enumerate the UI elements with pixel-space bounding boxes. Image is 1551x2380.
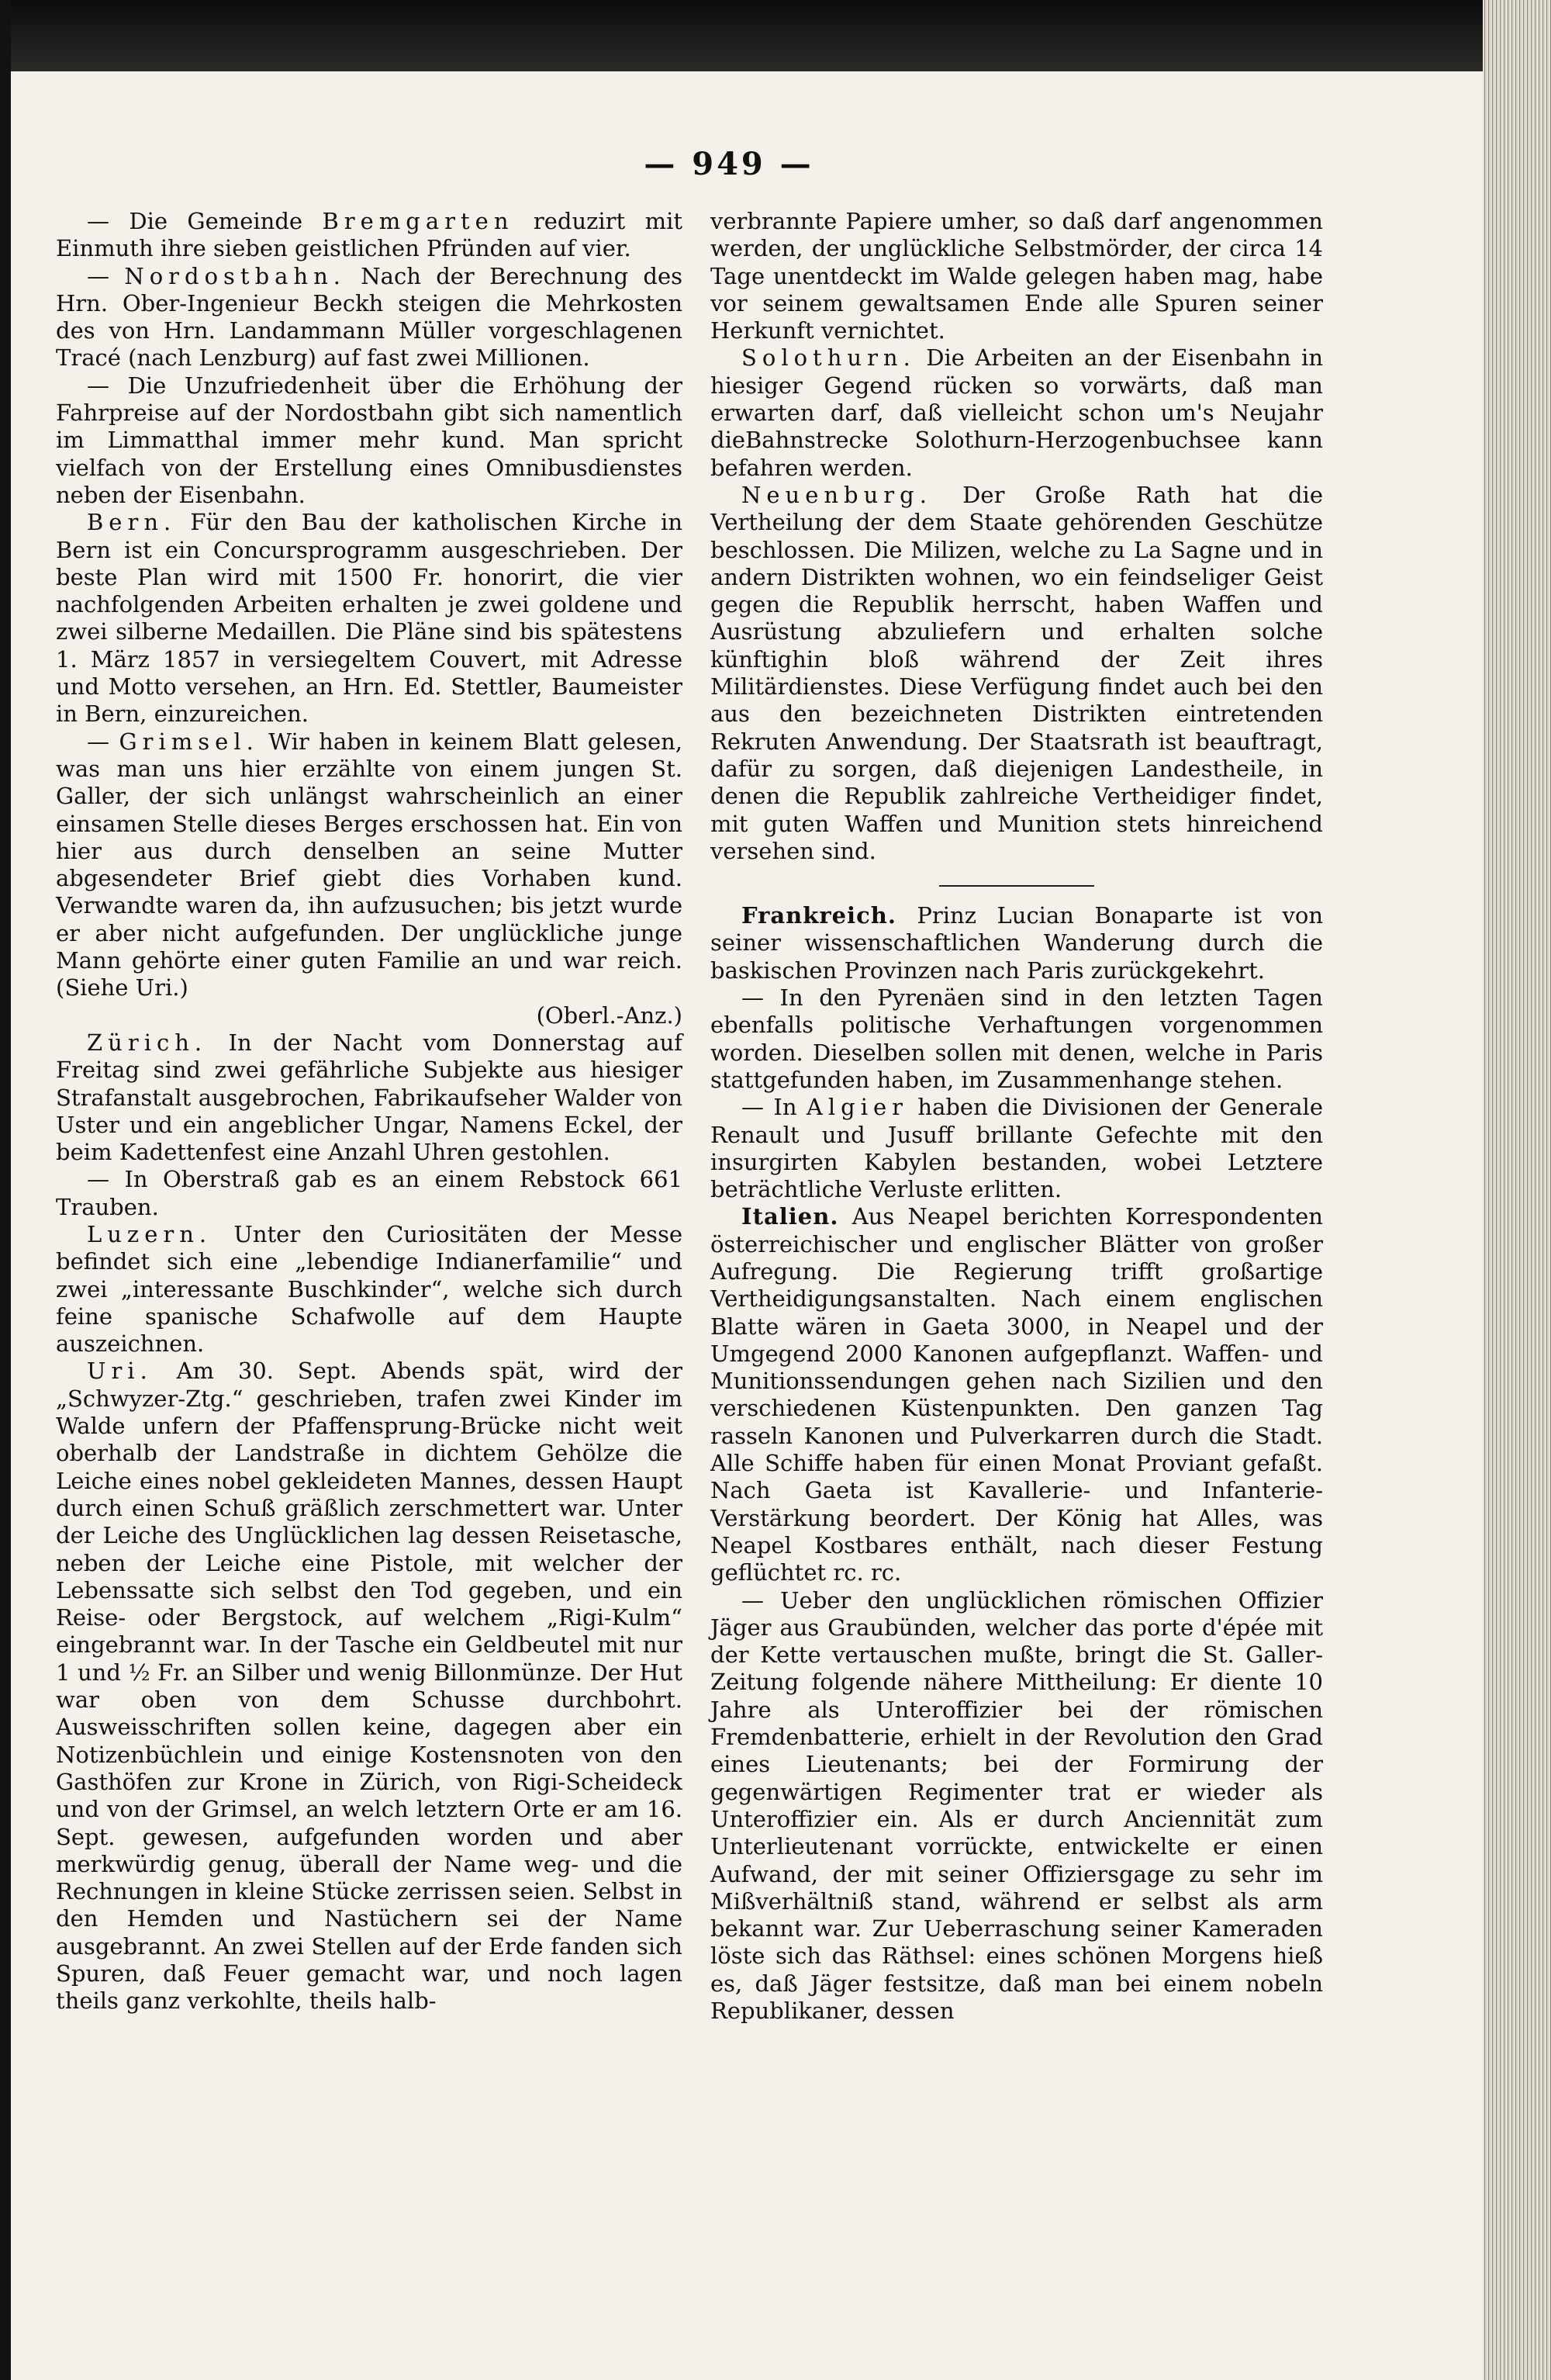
- page-number: — 949 —: [644, 146, 814, 182]
- source-signature: (Oberl.-Anz.): [536, 1001, 682, 1029]
- place-name: Neuenburg.: [741, 481, 932, 508]
- place-name: Nordostbahn.: [124, 262, 346, 289]
- country-heading: Italien.: [741, 1203, 839, 1230]
- place-name: Bern.: [87, 509, 177, 536]
- place-name: Grimsel.: [119, 728, 259, 755]
- article-uri-continued: verbrannte Papiere umher, so daß darf angenommen werden, der unglückliche Selbstmörder, der circa 14 Tage unentdeckt im Walde gelegen haben mag, habe vor seinem gewaltsamen Ende alle Spuren seiner Herkunft vernichtet.: [710, 208, 1323, 344]
- article-uri: Uri. Am 30. Sept. Abends spät, wird der „Schwyzer-Ztg.“ geschrieben, trafen zwei Kinder im Walde unfern der Pfaffensprung-Brücke nicht weit oberhalb der Landstraße in dichtem Gehölze die Leiche eines nobel gekleideten Mannes, dessen Haupt durch einen Schuß gräßlich zerschmettert war. Unter der Leiche des Unglücklichen lag dessen Reisetasche, neben der Leiche eine Pistole, mit welcher der Lebenssatte sich selbst den Tod gegeben, und ein Reise- oder Bergstock, auf welchem „Rigi-Kulm“ eingebrannt war. In der Tasche ein Geldbeutel mit nur 1 und ½ Fr. an Silber und wenig Billonmünze. Der Hut war oben von dem Schusse durchbohrt. Ausweisschriften sollen keine, dagegen aber ein Notizenbüchlein und einige Kostensnoten von den Gasthöfen zur Krone in Zürich, von Rigi-Scheideck und von der Grimsel, an welch letztern Orte er am 16. Sept. gewesen, aufgefunden worden und aber merkwürdig genug, überall der Name weg- und die Rechnungen in kleine Stücke zerrissen seien. Selbst in den Hemden und Nastüchern sei der Name ausgebrannt. An zwei Stellen auf der Erde fanden sich Spuren, daß Feuer gemacht war, und noch lagen theils ganz verkohlte, theils halb-: [56, 1358, 682, 2015]
- article-italien: Italien. Aus Neapel berichten Korrespondenten österreichischer und englischer Blätter von großer Aufregung. Die Regierung trifft großartige Vertheidigungsanstalten. Nach einem englischen Blatte wären in Gaeta 3000, in Neapel und der Umgegend 2000 Kanonen aufgepflanzt. Waffen- und Munitionssendungen gehen nach Sizilien und den verschiedenen Küstenpunkten. Den ganzen Tag rasseln Kanonen und Pulverkarren durch die Stadt. Alle Schiffe haben für einen Monat Proviant gefaßt. Nach Gaeta ist Kavallerie- und Infanterie-Verstärkung beordert. Der König hat Alles, was Neapel Kostbares enthält, nach dieser Festung geflüchtet rc. rc.: [710, 1203, 1323, 1586]
- article-grimsel: — Grimsel. Wir haben in keinem Blatt gelesen, was man uns hier erzählte von einem jungen St. Galler, der sich unlängst wahrscheinlich an einer einsamen Stelle dieses Berges erschossen hat. Ein von hier aus durch denselben an seine Mutter abgesendeter Brief giebt dies Vorhaben kund. Verwandte waren da, ihn aufzusuchen; bis jetzt wurde er aber nicht aufgefunden. Der unglückliche junge Mann gehörte einer guten Familie an und war reich. (Siehe Uri.) (Oberl.-Anz.): [56, 728, 683, 1029]
- place-name: Uri.: [87, 1358, 153, 1385]
- left-column: [56, 208, 682, 2015]
- scan-top-shadow: [11, 0, 1483, 71]
- place-name: Bremgarten: [322, 208, 514, 234]
- place-name: Algier: [806, 1094, 909, 1121]
- book-page-edges: [1483, 0, 1551, 2380]
- article-solothurn: Solothurn. Die Arbeiten an der Eisenbahn in hiesiger Gegend rücken so vorwärts, daß man erwarten darf, daß vielleicht schon um's Neujahr dieBahnstrecke Solothurn-Herzogenbuchsee kann befahren werden.: [710, 344, 1323, 481]
- article-bern: Bern. Für den Bau der katholischen Kirche in Bern ist ein Concursprogramm ausgeschrieben. Der beste Plan wird mit 1500 Fr. honorirt, die vier nachfolgenden Arbeiten erhalten je zwei goldene und zwei silberne Medaillen. Die Pläne sind bis spätestens 1. März 1857 in versiegeltem Couvert, mit Adresse und Motto versehen, an Hrn. Ed. Stettler, Baumeister in Bern, einzureichen.: [56, 509, 682, 728]
- article-neuenburg: Neuenburg. Der Große Rath hat die Vertheilung der dem Staate gehörenden Geschütze beschlossen. Die Milizen, welche zu La Sagne und in andern Distrikten wohnen, wo ein feindseliger Geist gegen die Republik herrscht, haben Waffen und Ausrüstung abzuliefern und erhalten solche künftighin bloß während der Zeit ihres Militärdienstes. Diese Verfügung findet auch bei den aus den bezeichneten Distrikten eintretenden Rekruten Anwendung. Der Staatsrath ist beauftragt, dafür zu sorgen, daß diejenigen Landestheile, in denen die Republik zahlreiche Vertheidiger findet, mit guten Waffen und Munition stets hinreichend versehen sind.: [710, 481, 1323, 864]
- article-zuerich: Zürich. In der Nacht vom Donnerstag auf Freitag sind zwei gefährliche Subjekte aus hiesiger Strafanstalt ausgebrochen, Fabrikaufseher Walder von Uster und ein angeblicher Ungar, Namens Eckel, der beim Kadettenfest eine Anzahl Uhren gestohlen.: [56, 1029, 682, 1166]
- country-heading: Frankreich.: [741, 902, 896, 929]
- article-oberstrass: — In Oberstraß gab es an einem Rebstock 661 Trauben.: [56, 1166, 682, 1220]
- place-name: Luzern.: [87, 1220, 212, 1247]
- place-name: Solothurn.: [741, 344, 916, 372]
- section-divider: [939, 885, 1094, 887]
- right-column: [710, 208, 1323, 2025]
- place-name: Zürich.: [87, 1029, 208, 1056]
- article-nordostbahn: — Nordostbahn. Nach der Berechnung des Hrn. Ober-Ingenieur Beckh steigen die Mehrkosten des von Hrn. Landammann Müller vorgeschlagenen Tracé (nach Lenzburg) auf fast zwei Millionen.: [56, 262, 683, 372]
- article-bremgarten: — Die Gemeinde Bremgarten reduzirt mit Einmuth ihre sieben geistlichen Pfründen auf vier.: [56, 208, 682, 262]
- article-fahrpreise: — Die Unzufriedenheit über die Erhöhung der Fahrpreise auf der Nordostbahn gibt sich namentlich im Limmatthal immer mehr kund. Man spricht vielfach von der Erstellung eines Omnibusdienstes neben der Eisenbahn.: [56, 372, 682, 508]
- article-jaeger: — Ueber den unglücklichen römischen Offizier Jäger aus Graubünden, welcher das porte d'épée mit der Kette vertauschen mußte, bringt die St. Galler-Zeitung folgende nähere Mittheilung: Er diente 10 Jahre als Unteroffizier bei der römischen Fremdenbatterie, erhielt in der Revolution den Grad eines Lieutenants; bei der Formirung der gegenwärtigen Regimenter trat er wieder als Unteroffizier ein. Als er durch Anciennität zum Unterlieutenant vorrückte, entwickelte er einen Aufwand, der mit seiner Offiziersgage zu sehr im Mißverhältniß stand, während er selbst als arm bekannt war. Zur Ueberraschung seiner Kameraden löste sich das Räthsel: eines schönen Morgens hieß es, daß Jäger festsitze, daß man bei einem nobeln Republikaner, dessen: [710, 1586, 1323, 2024]
- article-algier: — In Algier haben die Divisionen der Generale Renault und Jusuff brillante Gefechte mit den insurgirten Kabylen bestanden, wobei Letztere beträchtliche Verluste erlitten.: [710, 1094, 1323, 1203]
- article-frankreich: Frankreich. Prinz Lucian Bonaparte ist von seiner wissenschaftlichen Wanderung durch die baskischen Provinzen nach Paris zurückgekehrt.: [710, 902, 1323, 984]
- article-pyrenaeen: — In den Pyrenäen sind in den letzten Tagen ebenfalls politische Verhaftungen vorgenommen worden. Dieselben sollen mit denen, welche in Paris stattgefunden haben, im Zusammenhange stehen.: [710, 984, 1323, 1093]
- article-luzern: Luzern. Unter den Curiositäten der Messe befindet sich eine „lebendige Indianerfamilie“ und zwei „interessante Buschkinder“, welche sich durch feine spanische Schafwolle auf dem Haupte auszeichnen.: [56, 1220, 682, 1358]
